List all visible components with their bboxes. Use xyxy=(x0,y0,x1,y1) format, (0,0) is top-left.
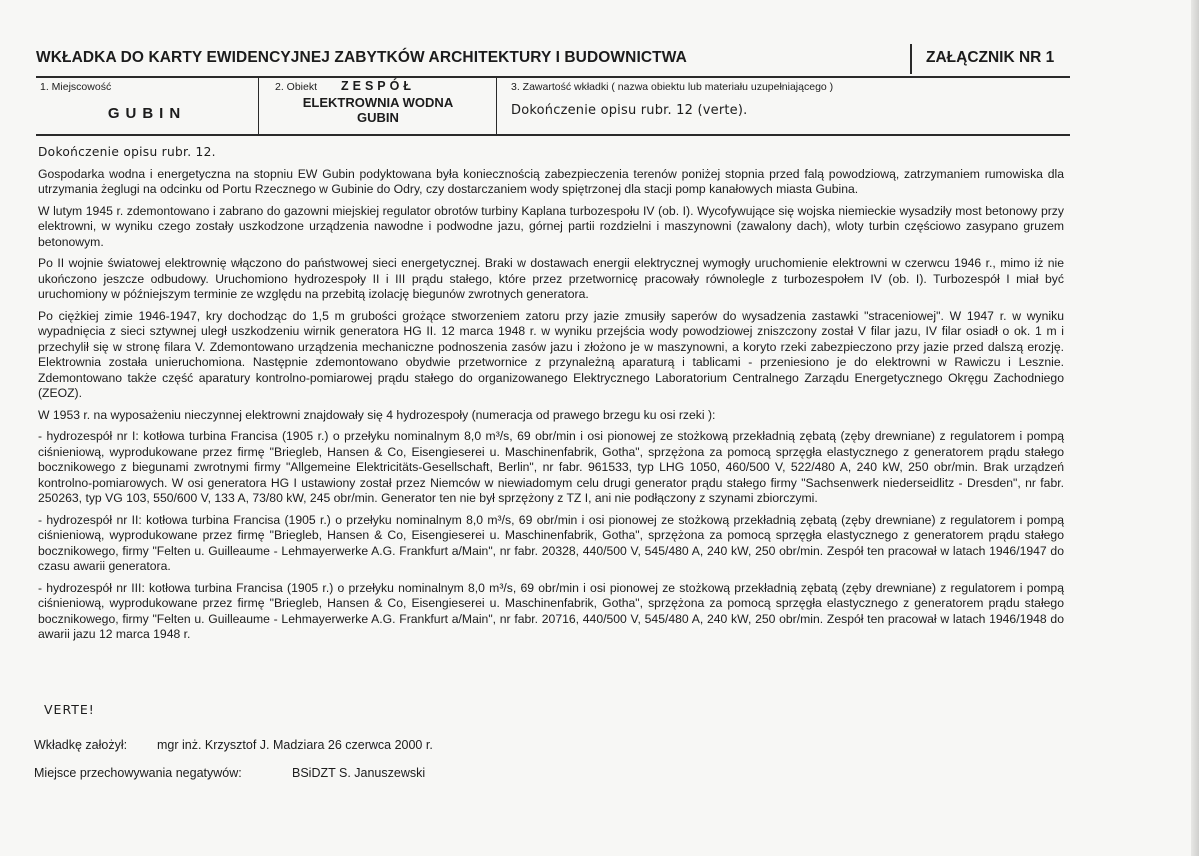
paragraph-2: W lutym 1945 r. zdemontowano i zabrano do gazowni miejskiej regulator obrotów turbiny Kaplana turbozespołu IV (ob. I). Wycofywujące się wojska niemieckie wysadziły most betonowy przy elektrowni, w wyniku czego zostały uszkodzone urządzenia nawodne i podwodne jazu, górnej partii rozdzielni i maszynowni (zawalony dach), wloty turbin częściowo zasypano gruzem betonowym. xyxy=(38,203,1064,249)
object-name xyxy=(259,95,497,125)
founder-row xyxy=(34,738,433,752)
contents-value: Dokończenie opisu rubr. 12 (verte). xyxy=(511,103,748,118)
field-contents xyxy=(496,77,1071,134)
header-divider xyxy=(910,44,912,74)
storage-label: Miejsce przechowywania negatywów: xyxy=(34,766,242,780)
body-heading: Dokończenie opisu rubr. 12. xyxy=(38,145,216,159)
storage-value: BSiDZT S. Januszewski xyxy=(292,766,426,780)
description-body xyxy=(38,145,1064,649)
founder-label: Wkładkę założył: xyxy=(34,738,128,752)
paragraph-7: - hydrozespół nr II: kotłowa turbina Francisa (1905 r.) o przełyku nominalnym 8,0 m³/s, 69 obr/min i osi pionowej ze stożkową przekładnią zębatą (zęby drewniane) z regulatorem i pompą ciśnieniową, wyprodukowane przez firmę "Briegleb, Hansen & Co, Eisengieserei u. Maschinenfabrik, Gotha", sprzężona za pomocą sprzęgła elastycznego z generatorem prądu stałego bocznikowego, firmy "Felten u. Guilleaume - Lehmayerwerke A.G. Frankfurt a/Main", nr fabr. 20328, 440/500 V, 545/480 A, 240 kW, 250 obr/min. Zespół ten pracował w latach 1946/1947 do czasu awarii generatora. xyxy=(38,512,1064,573)
field-object xyxy=(258,77,497,134)
paragraph-8: - hydrozespół nr III: kotłowa turbina Francisa (1905 r.) o przełyku nominalnym 8,0 m³/s, 69 obr/min i osi pionowej ze stożkową przekładnią zębatą (zęby drewniane) z regulatorem i pompą ciśnieniową, wyprodukowane przez firmę "Briegleb, Hansen & Co, Eisengieserei u. Maschinenfabrik, Gotha", sprzężona za pomocą sprzęgła elastycznego z generatorem prądu stałego bocznikowego, firmy "Felten u. Guilleaume - Lehmayerwerke A.G. Frankfurt a/Main", nr fabr. 20716, 440/500 V, 545/480 A, 240 kW, 250 obr/min. Zespół ten pracował w latach 1946/1948 do awarii jazu 12 marca 1948 r. xyxy=(38,580,1064,641)
paragraph-6: - hydrozespół nr I: kotłowa turbina Francisa (1905 r.) o przełyku nominalnym 8,0 m³/s, 69 obr/min i osi pionowej ze stożkową przekładnią zębatą (zęby drewniane) z regulatorem i pompą ciśnieniową, wyprodukowane przez firmę "Briegleb, Hansen & Co, Eisengieserei u. Maschinenfabrik, Gotha", sprzężona za pomocą sprzęgła elastycznego z generatorem prądu stałego bocznikowego z biegunami zwrotnymi firmy "Allgemeine Elektricitäts-Gesellschaft, Berlin", nr fabr. 961533, typ LHG 1050, 460/500 V, 522/480 A, 240 kW, 250 obr/min. Brak urządzeń kontrolno-pomiarowych. W osi generatora HG I ustawiony został przez Niemców w niewiadomym celu drugi generator prądu stałego firmy "Sachsenwerk niederseidlitz - Dresden", nr fabr. 250263, typ VG 103, 550/600 V, 133 A, 73/80 kW, 245 obr/min. Generator ten nie był sprzężony z TZ I, ani nie podłączony z szynami zbiorczymi. xyxy=(38,429,1064,505)
paragraph-4: Po ciężkiej zimie 1946-1947, kry dochodząc do 1,5 m grubości grożące stworzeniem zatoru przy jazie zmusiły saperów do wysadzenia zastawki "straceniowej". W 1947 r. w wyniku wypadnięcia z sieci sztywnej uległ uszkodzeniu wirnik generatora HG II. 12 marca 1948 r. w wyniku przejścia wody powodziowej zniszczony został V filar jazu, IV filar osiadł o ok. 1 m i przechylił się w stronę filara V. Zdemontowano urządzenia mechaniczne podnoszenia zasów jazu i złożono je w maszynowni, a koryto rzeki zabezpieczono przy jazie przed dalszą erozję. Elektrownia została unieruchomiona. Następnie zdemontowano obydwie przetwornice z przynależną aparaturą i tablicami - przeniesiono je do elektrowni w Rawiczu i Lesznie. Zdemontowano także część aparatury kontrolno-pomiarowej prądu stałego do organizowanego Elektrycznego Laboratorium Centralnego Zarządu Energetycznego Okręgu Zachodniego (ZEOZ). xyxy=(38,308,1064,400)
page-edge xyxy=(1191,0,1199,856)
founder-value: mgr inż. Krzysztof J. Madziara 26 czerwca 2000 r. xyxy=(157,738,433,752)
paragraph-3: Po II wojnie światowej elektrownię włączono do państwowej sieci energetycznej. Braki w dostawach energii elektrycznej wymogły uruchomienie elektrowni w czerwcu 1946 r., mimo iż nie ukończono jeszcze odbudowy. Uruchomiono hydrozespoły II i III prądu stałego, które przez przetwornicę pracowały równolegle z turbozespołem IV (ob. I). Turbozespół I miał być uruchomiony w późniejszym terminie ze względu na przebitą izolację biegunów zwrotnych generatora. xyxy=(38,256,1064,301)
contents-label: 3. Zawartość wkładki ( nazwa obiektu lub materiału uzupełniającego ) xyxy=(511,81,834,93)
field-locality xyxy=(36,77,258,134)
paragraph-1: Gospodarka wodna i energetyczna na stopniu EW Gubin podyktowana była koniecznością zabezpieczenia terenów poniżej stopnia przed falą powodziową, zatrzymaniem rumowiska dla utrzymania żeglugi na odcinku od Portu Rzecznego w Gubinie do Odry, czy dostarczaniem wody spiętrzonej dla stacji pomp kanałowych miasta Gubina. xyxy=(38,166,1064,196)
locality-value: GUBIN xyxy=(107,105,187,122)
annex-number: ZAŁĄCZNIK NR 1 xyxy=(926,49,1055,66)
locality-label: 1. Miejscowość xyxy=(40,81,112,93)
storage-row xyxy=(34,766,426,780)
document-title: WKŁADKA DO KARTY EWIDENCYJNEJ ZABYTKÓW ARCHITEKTURY I BUDOWNICTWA xyxy=(36,49,687,66)
header-bar xyxy=(36,44,1070,78)
verte-note: VERTE! xyxy=(44,702,95,717)
object-label: 2. Obiekt xyxy=(275,81,318,93)
paragraph-5: W 1953 r. na wyposażeniu nieczynnej elektrowni znajdowały się 4 hydrozespoły (numeracja od prawego brzegu ku osi rzeki ): xyxy=(38,407,716,422)
object-name-line2: GUBIN xyxy=(357,110,399,125)
object-name-line1: ELEKTROWNIA WODNA xyxy=(302,95,454,110)
fields-row xyxy=(36,77,1070,136)
object-kind: ZESPÓŁ xyxy=(341,79,416,93)
